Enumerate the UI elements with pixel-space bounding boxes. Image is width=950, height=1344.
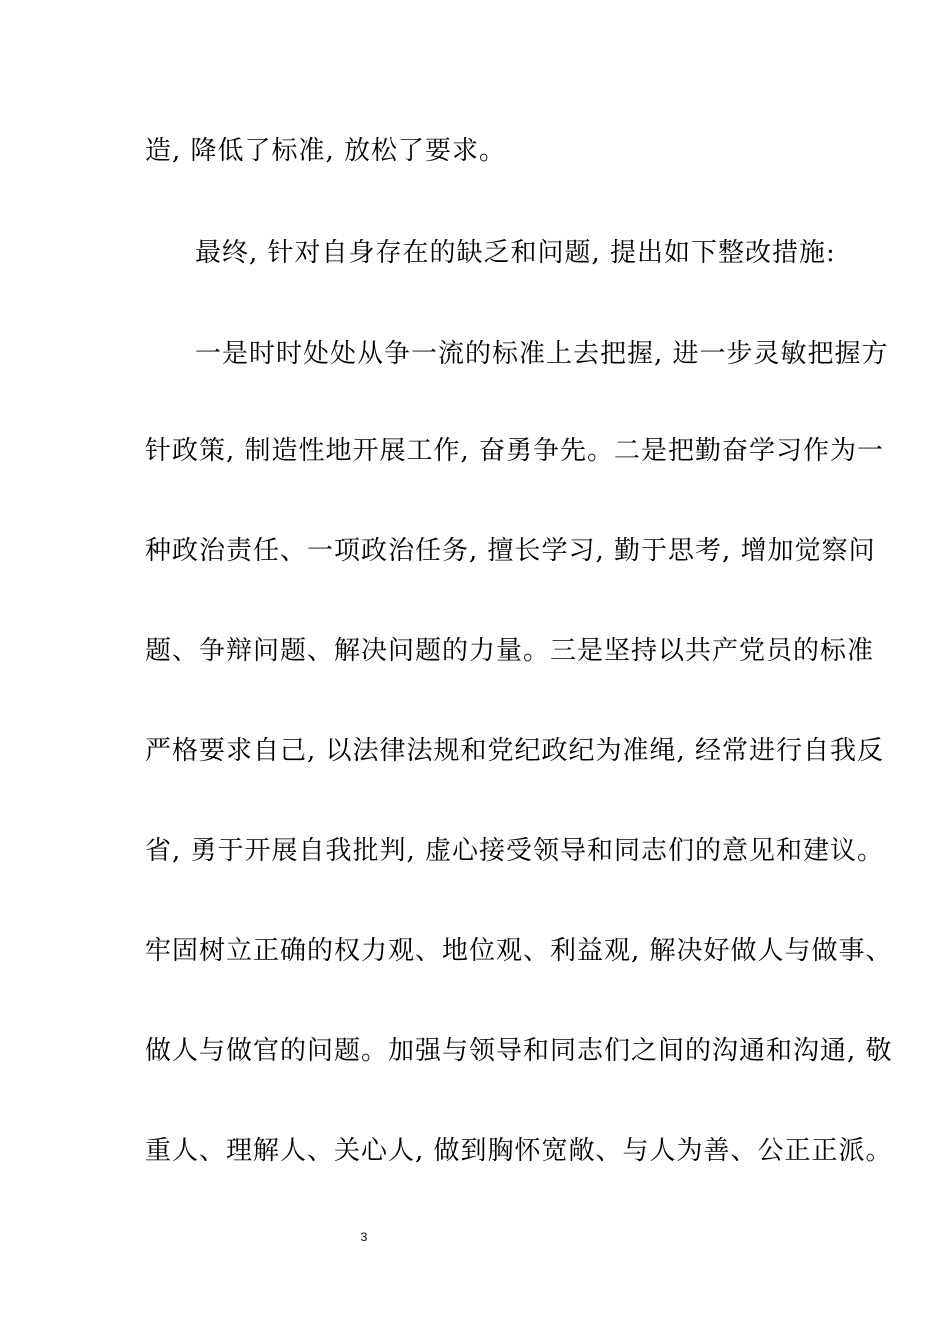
text-line-8: 省, 勇于开展自我批判, 虚心接受领导和同志们的意见和建议。 [145, 836, 885, 866]
text-line-4: 针政策, 制造性地开展工作, 奋勇争先。二是把勤奋学习作为一 [145, 436, 885, 466]
text-line-9: 牢固树立正确的权力观、地位观、利益观, 解决好做人与做事、 [145, 936, 893, 966]
text-line-2: 最终, 针对自身存在的缺乏和问题, 提出如下整改措施: [195, 238, 836, 268]
page-number: 3 [360, 1230, 368, 1244]
text-line-1: 造, 降低了标准, 放松了要求。 [145, 136, 507, 166]
text-line-11: 重人、理解人、关心人, 做到胸怀宽敞、与人为善、公正正派。 [145, 1136, 893, 1166]
text-line-3: 一是时时处处从争一流的标准上去把握, 进一步灵敏把握方 [195, 339, 889, 369]
text-line-7: 严格要求自己, 以法律法规和党纪政纪为准绳, 经常进行自我反 [145, 736, 885, 766]
text-line-5: 种政治责任、一项政治任务, 擅长学习, 勤于思考, 增加觉察问 [145, 536, 876, 566]
text-line-10: 做人与做官的问题。加强与领导和同志们之间的沟通和沟通, 敬 [145, 1036, 893, 1066]
text-line-6: 题、争辩问题、解决问题的力量。三是坚持以共产党员的标准 [145, 636, 875, 666]
